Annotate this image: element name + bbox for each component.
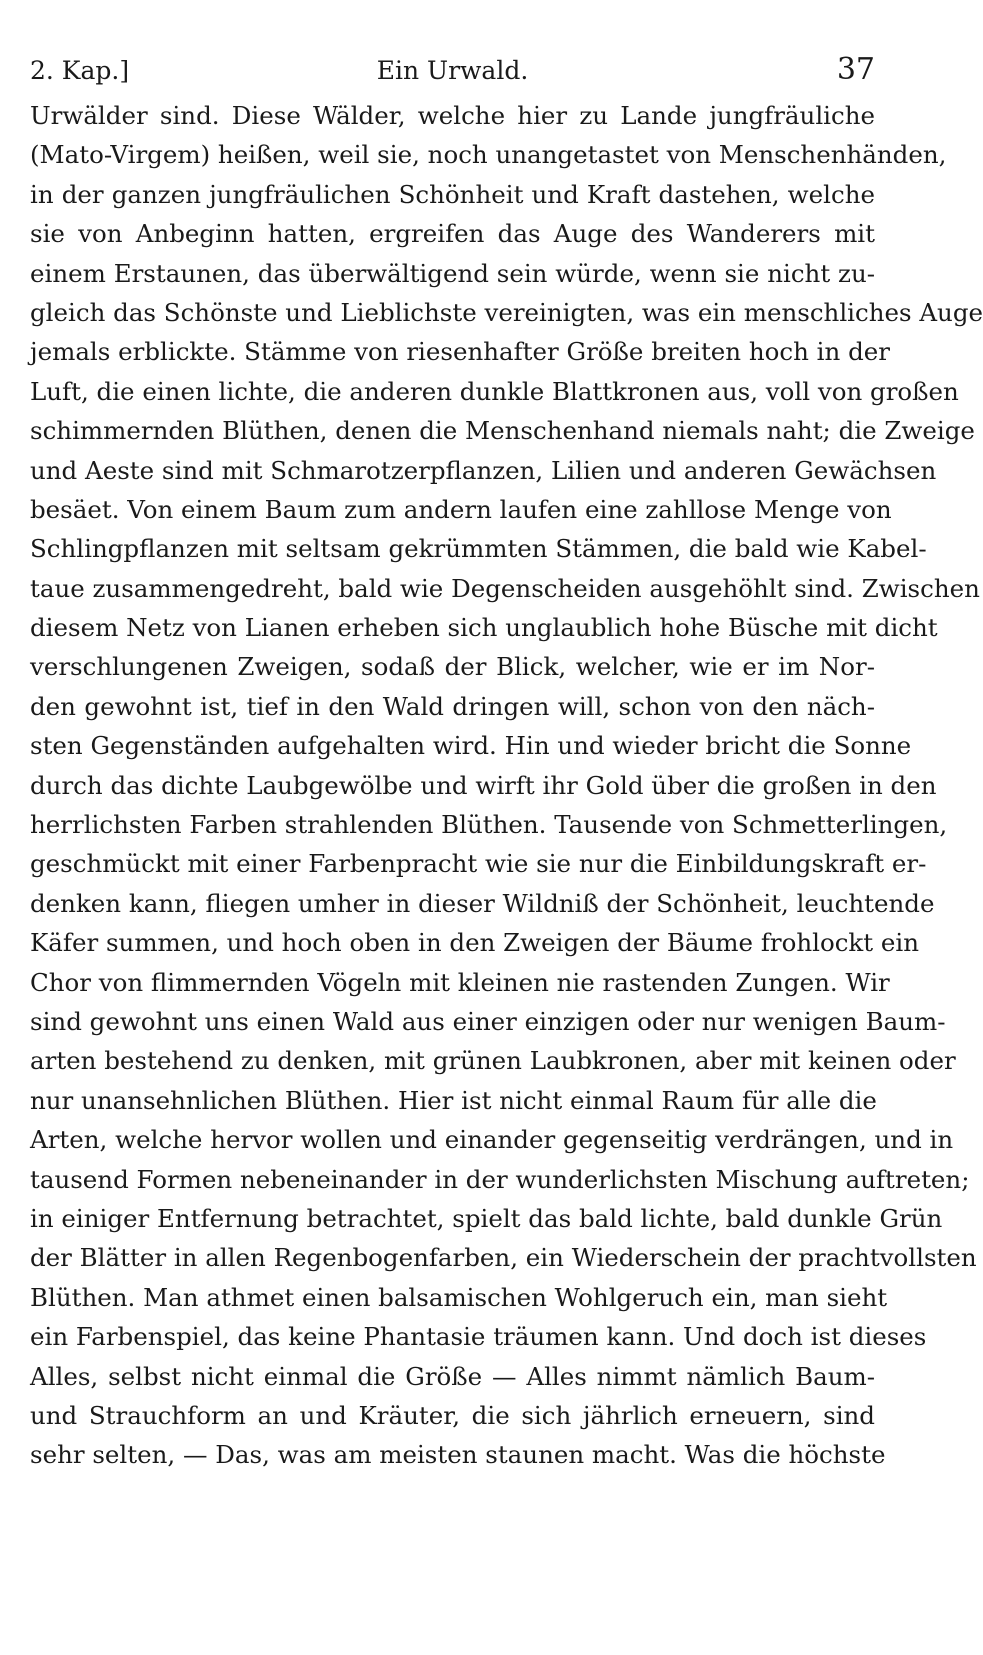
text-line: arten bestehend zu denken, mit grünen Laubkronen, aber mit keinen oder xyxy=(30,1046,956,1076)
text-line: verschlungenen Zweigen, sodaß der Blick, welcher, wie er im Nor- xyxy=(30,652,875,682)
text-line: Schlingpflanzen mit seltsam gekrümmten Stämmen, die bald wie Kabel- xyxy=(30,534,927,564)
text-line: sie von Anbeginn hatten, ergreifen das Auge des Wanderers mit xyxy=(30,219,875,249)
text-line: in einiger Entfernung betrachtet, spielt das bald lichte, bald dunkle Grün xyxy=(30,1203,943,1233)
chapter-reference: 2. Kap.] xyxy=(30,56,130,85)
text-line: sten Gegenständen aufgehalten wird. Hin und wieder bricht die Sonne xyxy=(30,731,912,761)
text-line: geschmückt mit einer Farbenpracht wie sie nur die Einbildungskraft er- xyxy=(30,849,927,879)
text-line: denken kann, fliegen umher in dieser Wildniß der Schönheit, leuchtende xyxy=(30,888,935,918)
text-line: durch das dichte Laubgewölbe und wirft ihr Gold über die großen in den xyxy=(30,770,937,800)
text-line: und Strauchform an und Kräuter, die sich jährlich erneuern, sind xyxy=(30,1400,875,1430)
text-line: schimmernden Blüthen, denen die Menschenhand niemals naht; die Zweige xyxy=(30,416,975,446)
text-line: jemals erblickte. Stämme von riesenhafter Größe breiten hoch in der xyxy=(30,337,890,367)
book-page xyxy=(30,50,983,1475)
text-line: der Blätter in allen Regenbogenfarben, ein Wiederschein der prachtvollsten xyxy=(30,1243,977,1273)
running-title: Ein Urwald. xyxy=(376,56,529,85)
text-line: Blüthen. Man athmet einen balsamischen Wohlgeruch ein, man sieht xyxy=(30,1282,888,1312)
text-line: und Aeste sind mit Schmarotzerpflanzen, Lilien und anderen Gewächsen xyxy=(30,455,937,485)
text-line: herrlichsten Farben strahlenden Blüthen. Tausende von Schmetterlingen, xyxy=(30,810,948,840)
text-line: einem Erstaunen, das überwältigend sein würde, wenn sie nicht zu- xyxy=(30,258,875,288)
text-line: Arten, welche hervor wollen und einander gegenseitig verdrängen, und in xyxy=(30,1125,954,1155)
text-line: Käfer summen, und hoch oben in den Zweigen der Bäume frohlockt ein xyxy=(30,928,920,958)
text-line: Alles, selbst nicht einmal die Größe — Alles nimmt nämlich Baum- xyxy=(30,1361,875,1391)
text-line: nur unansehnlichen Blüthen. Hier ist nicht einmal Raum für alle die xyxy=(30,1085,877,1115)
text-line: tausend Formen nebeneinander in der wunderlichsten Mischung auftreten; xyxy=(30,1164,970,1194)
text-line: diesem Netz von Lianen erheben sich unglaublich hohe Büsche mit dicht xyxy=(30,613,938,643)
text-line: in der ganzen jungfräulichen Schönheit und Kraft dastehen, welche xyxy=(30,179,875,209)
body-text xyxy=(30,96,983,1475)
text-line: sehr selten, — Das, was am meisten staunen macht. Was die höchste xyxy=(30,1440,886,1470)
text-line: Chor von flimmernden Vögeln mit kleinen nie rastenden Zungen. Wir xyxy=(30,967,890,997)
text-line: taue zusammengedreht, bald wie Degenscheiden ausgehöhlt sind. Zwischen xyxy=(30,573,980,603)
text-line: den gewohnt ist, tief in den Wald dringen will, schon von den näch- xyxy=(30,691,875,721)
text-line: besäet. Von einem Baum zum andern laufen eine zahllose Menge von xyxy=(30,494,892,524)
text-line: Luft, die einen lichte, die anderen dunkle Blattkronen aus, voll von großen xyxy=(30,376,959,406)
text-line: gleich das Schönste und Lieblichste vereinigten, was ein menschliches Auge xyxy=(30,297,983,327)
running-header xyxy=(30,50,875,96)
text-line: ein Farbenspiel, das keine Phantasie träumen kann. Und doch ist dieses xyxy=(30,1322,927,1352)
page-number: 37 xyxy=(836,52,875,87)
text-line: sind gewohnt uns einen Wald aus einer einzigen oder nur wenigen Baum- xyxy=(30,1006,946,1036)
text-line: Urwälder sind. Diese Wälder, welche hier zu Lande jungfräuliche xyxy=(30,101,875,130)
text-line: (Mato-Virgem) heißen, weil sie, noch unangetastet von Menschenhänden, xyxy=(30,140,947,170)
